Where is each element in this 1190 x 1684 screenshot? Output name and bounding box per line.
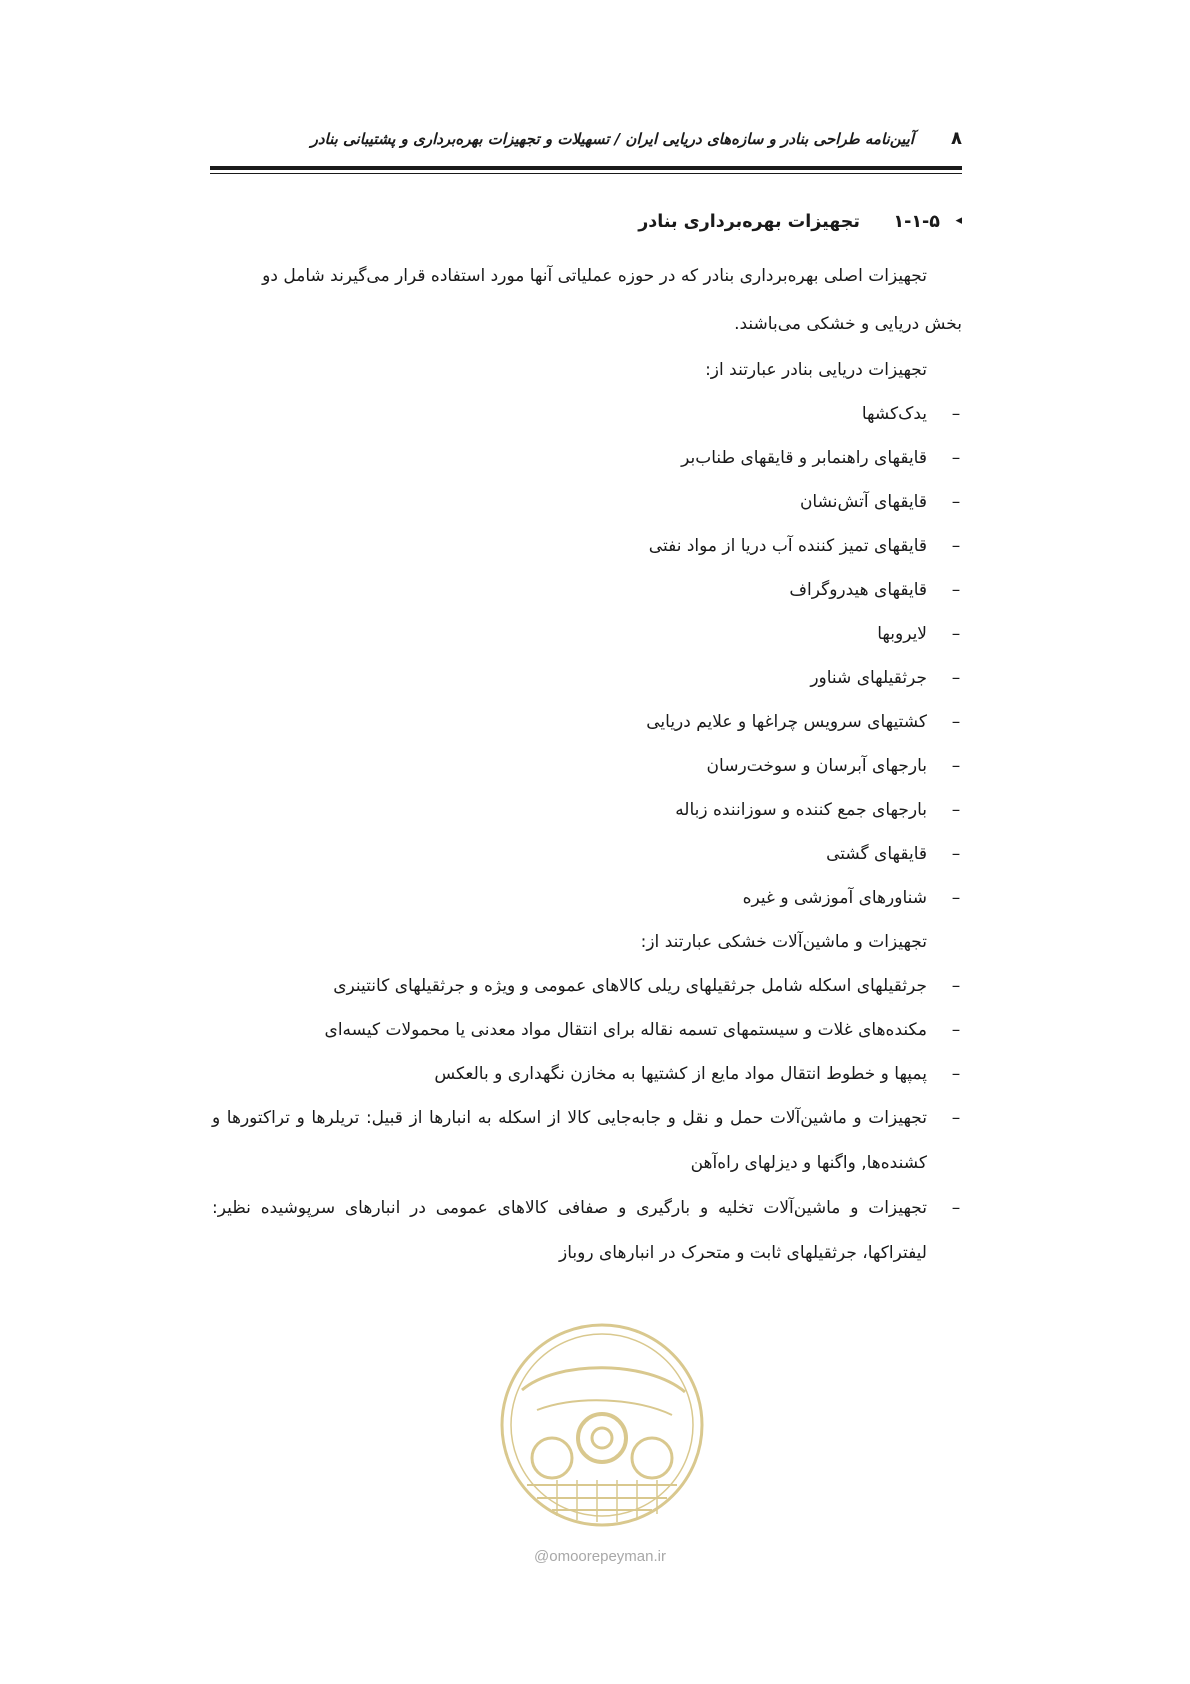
land-equipment-list [212,964,962,1276]
heading-marker-icon: ◂ [955,213,962,228]
page-number: ۸ [951,128,962,149]
header-rule-thick [210,166,962,170]
list-item: – قایقهای گشتی [212,832,962,876]
marine-equipment-list [212,392,962,920]
list-dash: – [951,1108,961,1128]
list-item: – قایقهای آتش‌نشان [212,480,962,524]
list-dash: – [951,492,961,512]
header-rule-thin [210,173,962,174]
list-dash: – [951,800,961,820]
list-dash: – [951,580,961,600]
publisher-seal-logo [497,1320,707,1530]
running-header-title: آیین‌نامه طراحی بنادر و سازه‌های دریایی ایران / تسهیلات و تجهیزات بهره‌برداری و پشتیبانی بنادر [310,130,914,148]
list-dash: – [951,448,961,468]
watermark-site: @omoorepeyman.ir [534,1548,666,1565]
list-dash: – [951,844,961,864]
intro-line-2: بخش دریایی و خشکی می‌باشند. [734,314,962,334]
running-header [210,128,962,158]
section-number: ۱-۱-۵ [893,212,940,232]
list-item: – قایقهای تمیز کننده آب دریا از مواد نفتی [212,524,962,568]
intro-line-1: تجهیزات اصلی بهره‌برداری بنادر که در حوزه عملیاتی آنها مورد استفاده قرار می‌گیرند شامل دو [262,266,927,286]
list-item: – تجهیزات و ماشین‌آلات تخلیه و بارگیری و صفافی کالاهای عمومی در انبارهای سرپوشیده نظیر: لیفتراکها، جرثقیلهای ثابت و متحرک در انبارهای روباز [212,1186,962,1276]
intro-paragraph [212,252,962,348]
list-dash: – [951,756,961,776]
list-dash: – [951,668,961,688]
list-item: – قایقهای هیدروگراف [212,568,962,612]
list-item: – بارجهای آبرسان و سوخت‌رسان [212,744,962,788]
list-dash: – [951,624,961,644]
list-item: – شناورهای آموزشی و غیره [212,876,962,920]
list-item: – قایقهای راهنمابر و قایقهای طناب‌بر [212,436,962,480]
list-item: – پمپها و خطوط انتقال مواد مایع از کشتیها به مخازن نگهداری و بالعکس [212,1052,962,1096]
list-dash: – [951,888,961,908]
list-dash: – [951,712,961,732]
list-item: – بارجهای جمع کننده و سوزاننده زباله [212,788,962,832]
section-heading [212,212,962,252]
list-dash: – [951,1198,961,1218]
land-equipment-lead: تجهیزات و ماشین‌آلات خشکی عبارتند از: [640,932,927,952]
list-dash: – [951,404,961,424]
list-item: – مکنده‌های غلات و سیستمهای تسمه نقاله برای انتقال مواد معدنی یا محمولات کیسه‌ای [212,1008,962,1052]
list-item: – تجهیزات و ماشین‌آلات حمل و نقل و جابه‌جایی کالا از اسکله به انبارها از قبیل: تریلرها و تراکتورها و کشنده‌ها, واگنها و دیزلهای راه‌آهن [212,1096,962,1186]
list-item: – جرثقیلهای اسکله شامل جرثقیلهای ریلی کالاهای عمومی و ویژه و جرثقیلهای کانتینری [212,964,962,1008]
marine-equipment-lead: تجهیزات دریایی بنادر عبارتند از: [705,360,927,380]
section-title: تجهیزات بهره‌برداری بنادر [638,212,860,232]
list-dash: – [951,536,961,556]
list-dash: – [951,1020,961,1040]
page-body [212,212,962,1276]
list-item: – کشتیهای سرویس چراغها و علایم دریایی [212,700,962,744]
list-dash: – [951,976,961,996]
list-item: – جرثقیلهای شناور [212,656,962,700]
list-item: – یدک‌کشها [212,392,962,436]
list-item: – لایروبها [212,612,962,656]
list-dash: – [951,1064,961,1084]
